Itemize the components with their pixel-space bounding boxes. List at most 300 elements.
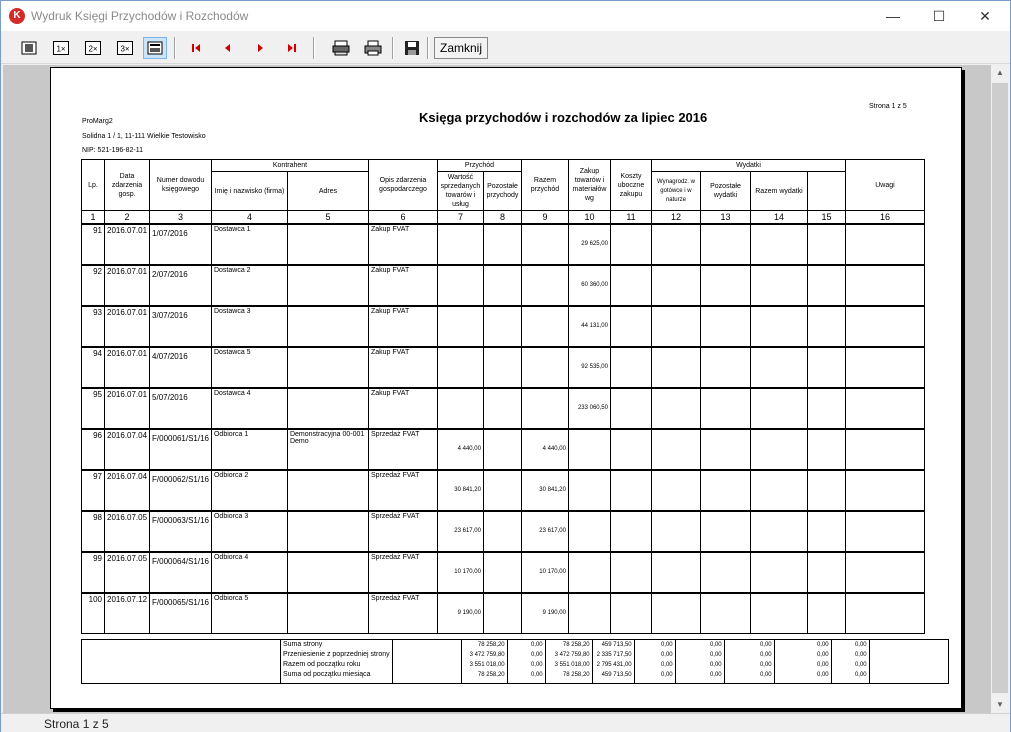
cell-lp: 100 [82, 593, 105, 634]
cell-total-income [521, 306, 568, 347]
toolbar-separator [427, 37, 429, 59]
cell-total-income: 9 190,00 [521, 593, 568, 634]
window-title: Wydruk Księgi Przychodów i Rozchodów [31, 9, 249, 23]
cell-col-15 [807, 429, 845, 470]
floppy-disk-icon [404, 40, 420, 56]
cell-doc-number: 5/07/2016 [150, 388, 212, 429]
cell-doc-number: F/000063/S1/16 [150, 511, 212, 552]
summary-value: 0,00 [816, 672, 829, 678]
summary-value: 3 551 018,00 [554, 662, 590, 668]
status-bar [1, 713, 1010, 732]
table-row [82, 429, 925, 470]
col-header-total-expenses: Razem wydatki [750, 172, 807, 211]
last-page-icon [286, 42, 298, 54]
cell-col-14 [750, 429, 807, 470]
summary-label: Razem od początku roku [283, 661, 361, 668]
col-header-sales: Wartość sprzedanych towarów i usług [437, 172, 483, 211]
zoom-3x-icon [117, 41, 133, 55]
cell-col-16 [845, 388, 924, 429]
zoom-2x-button[interactable] [81, 37, 105, 59]
vertical-scrollbar[interactable] [991, 65, 1009, 713]
cell-col-11 [610, 347, 651, 388]
cell-col-15 [807, 224, 845, 265]
cell-doc-number: F/000061/S1/16 [150, 429, 212, 470]
cell-col-15 [807, 265, 845, 306]
table-row [82, 593, 925, 634]
cell-sales [437, 265, 483, 306]
maximize-button[interactable]: ☐ [932, 8, 946, 24]
cell-other-income [483, 552, 521, 593]
summary-label: Suma od początku miesiąca [283, 671, 371, 678]
summary-value: 2 335 717,50 [596, 652, 632, 658]
cell-col-14 [750, 593, 807, 634]
cell-description: Sprzedaż FVAT [368, 470, 437, 511]
column-number: 14 [750, 211, 807, 224]
cell-name: Odbiorca 4 [211, 552, 287, 593]
summary-value: 0,00 [759, 662, 772, 668]
printer-setup-button[interactable] [329, 37, 353, 59]
cell-sales: 30 841,20 [437, 470, 483, 511]
cell-lp: 92 [82, 265, 105, 306]
toolbar-separator [392, 37, 394, 59]
cell-doc-number: F/000064/S1/16 [150, 552, 212, 593]
column-number: 13 [700, 211, 750, 224]
cell-date: 2016.07.01 [105, 265, 150, 306]
cell-col-12 [651, 470, 700, 511]
cell-col-13 [700, 265, 750, 306]
cell-name: Dostawca 4 [211, 388, 287, 429]
summary-value: 0,00 [759, 652, 772, 658]
column-number: 16 [845, 211, 924, 224]
zoom-3x-button[interactable] [113, 37, 137, 59]
cell-name: Dostawca 5 [211, 347, 287, 388]
cell-other-income [483, 593, 521, 634]
summary-table [81, 639, 949, 684]
cell-col-11 [610, 511, 651, 552]
summary-value: 459 713,50 [601, 672, 632, 678]
table-row [82, 224, 925, 265]
col-header-date: Data zdarzenia gosp. [105, 160, 150, 211]
cell-lp: 91 [82, 224, 105, 265]
cell-col-11 [610, 306, 651, 347]
summary-c9 [545, 640, 592, 684]
col-header-15 [807, 172, 845, 211]
cell-total-income: 23 617,00 [521, 511, 568, 552]
cell-col-13 [700, 306, 750, 347]
col-header-expenses: Wydatki [651, 160, 845, 172]
cell-purchase [568, 511, 610, 552]
print-button[interactable] [361, 37, 385, 59]
summary-label: Suma strony [283, 641, 323, 648]
cell-purchase: 233 060,50 [568, 388, 610, 429]
cell-address [287, 388, 368, 429]
cell-total-income: 4 440,00 [521, 429, 568, 470]
cell-col-14 [750, 224, 807, 265]
company-nip: NIP: 521-196-82-11 [82, 147, 143, 154]
summary-c15 [831, 640, 869, 684]
cell-col-12 [651, 429, 700, 470]
close-preview-button[interactable]: Zamknij [434, 37, 488, 59]
cell-col-11 [610, 593, 651, 634]
col-header-name: Imię i nazwisko (firma) [211, 172, 287, 211]
summary-value: 3 472 759,80 [469, 652, 505, 658]
cell-description: Sprzedaż FVAT [368, 552, 437, 593]
page-width-button[interactable] [17, 37, 41, 59]
table-row [82, 388, 925, 429]
table-row [82, 306, 925, 347]
print-icon [364, 40, 382, 56]
cell-address [287, 224, 368, 265]
summary-value: 2 795 431,00 [596, 662, 632, 668]
cell-date: 2016.07.01 [105, 388, 150, 429]
summary-value: 3 472 759,80 [554, 652, 590, 658]
cell-sales [437, 347, 483, 388]
table-row [82, 347, 925, 388]
cell-sales: 10 170,00 [437, 552, 483, 593]
toolbar-separator [174, 37, 176, 59]
title-bar [1, 1, 1010, 31]
cell-col-13 [700, 470, 750, 511]
cell-total-income: 30 841,20 [521, 470, 568, 511]
minimize-button[interactable]: — [886, 8, 900, 24]
cell-col-14 [750, 388, 807, 429]
cell-lp: 98 [82, 511, 105, 552]
cell-address: Demonstracyjna 00-001 Demo [287, 429, 368, 470]
summary-value: 0,00 [660, 662, 673, 668]
summary-labels [281, 640, 393, 684]
cell-col-16 [845, 593, 924, 634]
cell-lp: 97 [82, 470, 105, 511]
cell-purchase [568, 593, 610, 634]
cell-date: 2016.07.12 [105, 593, 150, 634]
cell-date: 2016.07.04 [105, 429, 150, 470]
cell-col-14 [750, 347, 807, 388]
cell-date: 2016.07.05 [105, 511, 150, 552]
summary-label: Przeniesienie z poprzedniej strony [283, 651, 390, 658]
cell-col-14 [750, 470, 807, 511]
cell-sales [437, 224, 483, 265]
column-number: 2 [105, 211, 150, 224]
cell-col-12 [651, 511, 700, 552]
zoom-1x-icon [53, 41, 69, 55]
cell-address [287, 347, 368, 388]
page-width-icon [21, 41, 37, 55]
cell-description: Sprzedaż FVAT [368, 511, 437, 552]
summary-value: 0,00 [660, 672, 673, 678]
cell-total-income: 10 170,00 [521, 552, 568, 593]
toolbar-separator [313, 37, 315, 59]
cell-col-15 [807, 388, 845, 429]
cell-lp: 99 [82, 552, 105, 593]
column-number: 11 [610, 211, 651, 224]
cell-doc-number: F/000062/S1/16 [150, 470, 212, 511]
cell-description: Zakup FVAT [368, 388, 437, 429]
table-row [82, 511, 925, 552]
summary-value: 0,00 [709, 642, 722, 648]
cell-purchase: 92 535,00 [568, 347, 610, 388]
summary-value: 459 713,50 [601, 642, 632, 648]
cell-total-income [521, 347, 568, 388]
cell-date: 2016.07.05 [105, 552, 150, 593]
ledger-table [81, 159, 925, 634]
cell-doc-number: 3/07/2016 [150, 306, 212, 347]
summary-desc-spacer [392, 640, 461, 684]
previous-page-button[interactable] [216, 37, 240, 59]
summary-value: 0,00 [854, 672, 867, 678]
cell-total-income [521, 265, 568, 306]
cell-date: 2016.07.01 [105, 306, 150, 347]
summary-value: 78 258,20 [562, 672, 590, 678]
col-header-income: Przychód [437, 160, 521, 172]
summary-c7 [461, 640, 507, 684]
cell-doc-number: F/000065/S1/16 [150, 593, 212, 634]
summary-c14 [774, 640, 831, 684]
cell-col-13 [700, 593, 750, 634]
col-header-total-income: Razem przychód [521, 160, 568, 211]
cell-doc-number: 2/07/2016 [150, 265, 212, 306]
next-page-button[interactable] [248, 37, 272, 59]
cell-purchase [568, 552, 610, 593]
summary-value: 0,00 [660, 642, 673, 648]
summary-value: 0,00 [709, 672, 722, 678]
cell-lp: 93 [82, 306, 105, 347]
cell-sales: 23 617,00 [437, 511, 483, 552]
col-header-contractor: Kontrahent [211, 160, 368, 172]
table-row [82, 470, 925, 511]
cell-col-13 [700, 511, 750, 552]
cell-description: Zakup FVAT [368, 306, 437, 347]
cell-col-15 [807, 511, 845, 552]
cell-col-16 [845, 347, 924, 388]
col-header-notes: Uwagi [845, 160, 924, 211]
cell-col-12 [651, 552, 700, 593]
cell-description: Zakup FVAT [368, 224, 437, 265]
report-title: Księga przychodów i rozchodów za lipiec 2016 [419, 110, 708, 125]
cell-col-14 [750, 265, 807, 306]
summary-value: 0,00 [660, 652, 673, 658]
summary-c12 [675, 640, 724, 684]
company-address: Solidna 1 / 1, 11-111 Wielkie Testowisko [82, 133, 206, 140]
col-header-wages: Wynagrodz. w gotówce i w naturze [651, 172, 700, 211]
column-number: 5 [287, 211, 368, 224]
last-page-button[interactable] [280, 37, 304, 59]
cell-col-15 [807, 552, 845, 593]
column-number: 12 [651, 211, 700, 224]
col-header-side-costs: Koszty uboczne zakupu [610, 160, 651, 211]
svg-text:1×: 1× [56, 44, 66, 54]
column-number: 6 [368, 211, 437, 224]
cell-address [287, 470, 368, 511]
cell-col-12 [651, 224, 700, 265]
summary-value: 0,00 [854, 662, 867, 668]
previous-page-icon [222, 42, 234, 54]
cell-col-12 [651, 593, 700, 634]
column-number: 10 [568, 211, 610, 224]
cell-other-income [483, 265, 521, 306]
cell-description: Sprzedaż FVAT [368, 593, 437, 634]
page-number: Strona 1 z 5 [869, 103, 907, 110]
zoom-2x-icon [85, 41, 101, 55]
summary-c13 [724, 640, 774, 684]
summary-value: 0,00 [816, 652, 829, 658]
cell-col-15 [807, 470, 845, 511]
app-logo-icon: K [9, 8, 25, 24]
status-page-indicator: Strona 1 z 5 [44, 717, 109, 731]
col-header-description: Opis zdarzenia gospodarczego [368, 160, 437, 211]
cell-other-income [483, 306, 521, 347]
summary-notes [869, 640, 948, 684]
column-number: 3 [150, 211, 212, 224]
cell-lp: 95 [82, 388, 105, 429]
svg-text:3×: 3× [120, 44, 130, 54]
col-header-other-expenses: Pozostałe wydatki [700, 172, 750, 211]
cell-col-14 [750, 511, 807, 552]
fit-page-icon [147, 41, 163, 55]
cell-sales: 9 190,00 [437, 593, 483, 634]
cell-col-14 [750, 552, 807, 593]
cell-col-11 [610, 388, 651, 429]
cell-col-13 [700, 429, 750, 470]
cell-col-15 [807, 306, 845, 347]
summary-value: 0,00 [759, 642, 772, 648]
cell-col-15 [807, 347, 845, 388]
table-row [82, 265, 925, 306]
summary-value: 0,00 [816, 642, 829, 648]
first-page-button[interactable] [184, 37, 208, 59]
cell-col-13 [700, 224, 750, 265]
summary-value: 0,00 [854, 642, 867, 648]
col-header-purchase: Zakup towarów i materiałów wg [568, 160, 610, 211]
cell-col-12 [651, 306, 700, 347]
cell-col-16 [845, 224, 924, 265]
cell-lp: 96 [82, 429, 105, 470]
cell-col-12 [651, 388, 700, 429]
cell-col-16 [845, 429, 924, 470]
cell-other-income [483, 347, 521, 388]
col-header-doc-number: Numer dowodu księgowego [150, 160, 212, 211]
cell-name: Odbiorca 2 [211, 470, 287, 511]
cell-col-15 [807, 593, 845, 634]
cell-name: Dostawca 2 [211, 265, 287, 306]
summary-value: 0,00 [530, 652, 543, 658]
cell-other-income [483, 388, 521, 429]
cell-col-11 [610, 224, 651, 265]
cell-name: Odbiorca 5 [211, 593, 287, 634]
first-page-icon [190, 42, 202, 54]
cell-col-16 [845, 265, 924, 306]
toolbar [1, 31, 1010, 64]
summary-c11 [634, 640, 675, 684]
cell-purchase: 29 625,00 [568, 224, 610, 265]
column-number: 1 [82, 211, 105, 224]
preview-viewport [3, 65, 991, 713]
cell-other-income [483, 470, 521, 511]
cell-col-13 [700, 388, 750, 429]
summary-value: 0,00 [709, 652, 722, 658]
cell-description: Zakup FVAT [368, 347, 437, 388]
cell-doc-number: 1/07/2016 [150, 224, 212, 265]
cell-name: Odbiorca 3 [211, 511, 287, 552]
cell-col-12 [651, 347, 700, 388]
scroll-down-icon[interactable]: ▼ [996, 700, 1004, 709]
cell-sales: 4 440,00 [437, 429, 483, 470]
cell-col-12 [651, 265, 700, 306]
printer-setup-icon [332, 40, 350, 56]
cell-purchase: 60 360,00 [568, 265, 610, 306]
cell-date: 2016.07.04 [105, 470, 150, 511]
cell-total-income [521, 388, 568, 429]
cell-name: Odbiorca 1 [211, 429, 287, 470]
summary-value: 78 258,20 [477, 672, 505, 678]
cell-col-16 [845, 511, 924, 552]
col-header-lp: Lp. [82, 160, 105, 211]
cell-sales [437, 306, 483, 347]
column-number: 7 [437, 211, 483, 224]
cell-address [287, 265, 368, 306]
column-number: 15 [807, 211, 845, 224]
column-number-row [82, 211, 925, 224]
cell-col-11 [610, 265, 651, 306]
summary-value: 0,00 [530, 662, 543, 668]
summary-value: 0,00 [816, 662, 829, 668]
cell-name: Dostawca 3 [211, 306, 287, 347]
summary-c10 [592, 640, 634, 684]
cell-other-income [483, 429, 521, 470]
cell-date: 2016.07.01 [105, 347, 150, 388]
cell-address [287, 552, 368, 593]
summary-value: 0,00 [759, 672, 772, 678]
summary-c8 [507, 640, 545, 684]
scrollbar-thumb[interactable] [992, 83, 1008, 693]
cell-doc-number: 4/07/2016 [150, 347, 212, 388]
company-name: ProMarg2 [82, 118, 113, 125]
summary-value: 0,00 [709, 662, 722, 668]
fit-page-button[interactable] [143, 37, 167, 59]
cell-address [287, 593, 368, 634]
cell-sales [437, 388, 483, 429]
cell-col-13 [700, 552, 750, 593]
cell-address [287, 511, 368, 552]
scroll-up-icon[interactable]: ▲ [996, 68, 1004, 77]
summary-value: 0,00 [854, 652, 867, 658]
zoom-1x-button[interactable] [49, 37, 73, 59]
summary-spacer [82, 640, 281, 684]
cell-col-14 [750, 306, 807, 347]
cell-other-income [483, 511, 521, 552]
save-button[interactable] [400, 37, 424, 59]
summary-value: 78 258,20 [477, 642, 505, 648]
column-number: 4 [211, 211, 287, 224]
column-number: 9 [521, 211, 568, 224]
cell-col-16 [845, 552, 924, 593]
column-number: 8 [483, 211, 521, 224]
table-row [82, 552, 925, 593]
summary-value: 3 551 018,00 [469, 662, 505, 668]
cell-purchase [568, 429, 610, 470]
cell-total-income [521, 224, 568, 265]
cell-col-13 [700, 347, 750, 388]
cell-lp: 94 [82, 347, 105, 388]
close-window-button[interactable]: ✕ [979, 8, 991, 24]
cell-col-11 [610, 552, 651, 593]
next-page-icon [254, 42, 266, 54]
cell-other-income [483, 224, 521, 265]
cell-purchase [568, 470, 610, 511]
col-header-address: Adres [287, 172, 368, 211]
summary-value: 0,00 [530, 672, 543, 678]
cell-col-11 [610, 429, 651, 470]
report-page [50, 67, 962, 709]
